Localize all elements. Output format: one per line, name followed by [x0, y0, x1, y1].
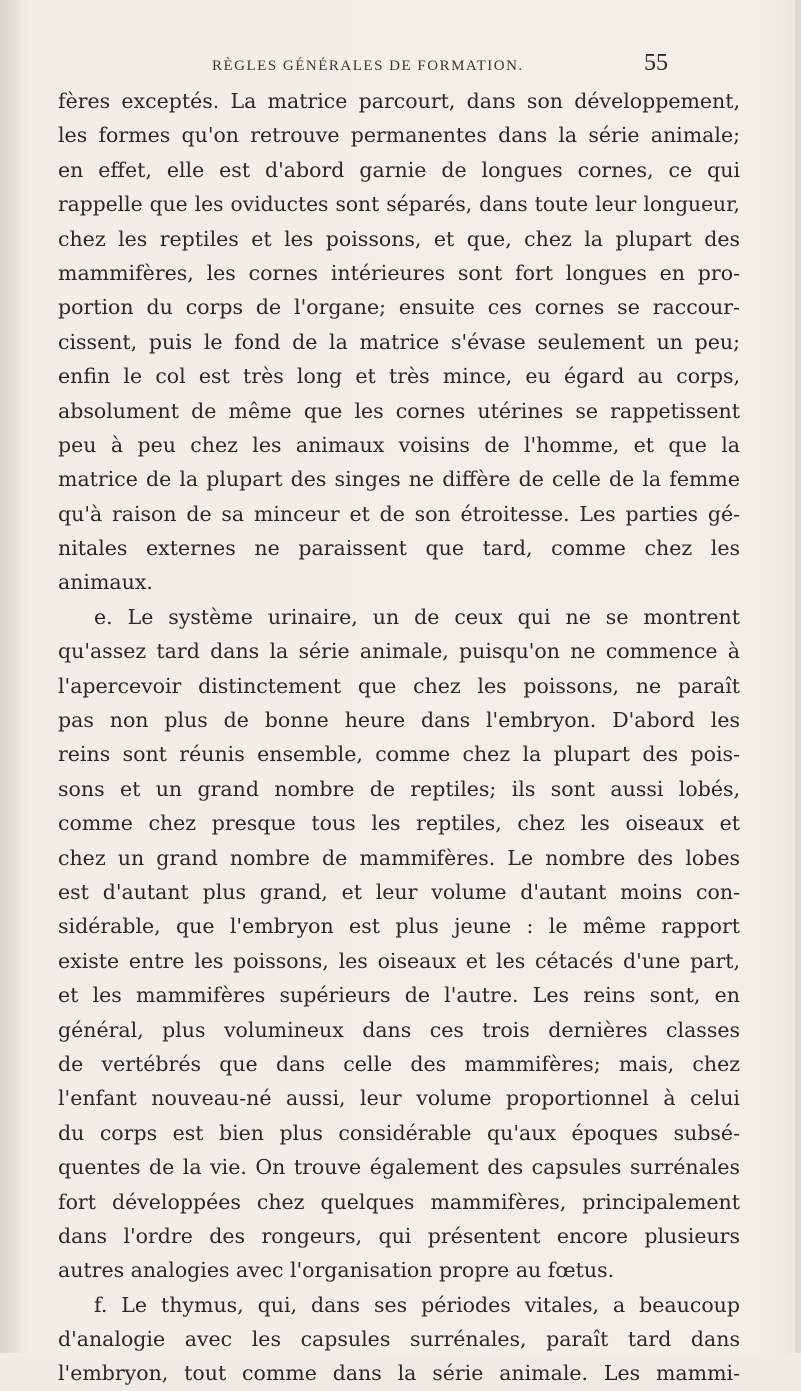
text-line: f. Le thymus, qui, dans ses périodes vitales, a beaucoup	[94, 1292, 740, 1317]
text-line: l'apercevoir distinctement que chez les poissons, ne paraît	[58, 673, 740, 698]
text-line: fort développées chez quelques mammifères, principalement	[58, 1189, 740, 1214]
text-line: nitales externes ne paraissent que tard, comme chez les	[58, 536, 740, 561]
text-line: du corps est bien plus considérable qu'aux époques subsé-	[58, 1120, 740, 1145]
text-line: d'analogie avec les capsules surrénales, paraît tard dans	[58, 1327, 740, 1352]
text-line: chez les reptiles et les poissons, et que, chez la plupart des	[58, 226, 740, 251]
text-line: les formes qu'on retrouve permanentes dans la série animale;	[58, 123, 740, 148]
text-line: absolument de même que les cornes utérines se rappetissent	[58, 398, 740, 423]
text-line: comme chez presque tous les reptiles, chez les oiseaux et	[58, 811, 740, 836]
text-line: existe entre les poissons, les oiseaux et les cétacés d'une part,	[58, 948, 740, 973]
text-line: général, plus volumineux dans ces trois dernières classes	[58, 1017, 740, 1042]
text-line: portion du corps de l'organe; ensuite ces cornes se raccour-	[58, 295, 740, 320]
running-head: RÈGLES GÉNÉRALES DE FORMATION.	[212, 58, 524, 74]
text-line: quentes de la vie. On trouve également des capsules surrénales	[58, 1155, 740, 1180]
text-line: pas non plus de bonne heure dans l'embryon. D'abord les	[58, 708, 740, 733]
page-number: 55	[644, 50, 668, 76]
text-line: sons et un grand nombre de reptiles; ils sont aussi lobés,	[58, 776, 740, 801]
text-line: dans l'ordre des rongeurs, qui présentent encore plusieurs	[58, 1223, 740, 1248]
text-line: matrice de la plupart des singes ne diffère de celle de la femme	[58, 467, 740, 492]
page-left-edge-shadow	[0, 0, 22, 1353]
text-line: e. Le système urinaire, un de ceux qui ne se montrent	[94, 604, 740, 629]
text-line: fères exceptés. La matrice parcourt, dans son développement,	[58, 89, 740, 113]
text-line: en effet, elle est d'abord garnie de longues cornes, ce qui	[58, 157, 740, 182]
page-right-edge	[795, 0, 801, 1353]
body-text	[58, 84, 740, 1391]
text-line: de vertébrés que dans celle des mammifères; mais, chez	[58, 1051, 740, 1076]
text-line: reins sont réunis ensemble, comme chez la plupart des pois-	[58, 742, 740, 767]
text-line: et les mammifères supérieurs de l'autre. Les reins sont, en	[58, 983, 740, 1008]
text-line: peu à peu chez les animaux voisins de l'homme, et que la	[58, 432, 740, 457]
text-line: l'embryon, tout comme dans la série animale. Les mammi-	[58, 1361, 740, 1386]
text-line: cissent, puis le fond de la matrice s'évase seulement un peu;	[58, 329, 740, 354]
text-line: sidérable, que l'embryon est plus jeune : le même rapport	[58, 914, 740, 939]
text-line: l'enfant nouveau-né aussi, leur volume proportionnel à celui	[58, 1086, 740, 1111]
text-line: qu'assez tard dans la série animale, puisqu'on ne commence à	[58, 639, 740, 664]
text-line: est d'autant plus grand, et leur volume d'autant moins con-	[58, 879, 740, 904]
text-line: mammifères, les cornes intérieures sont fort longues en pro-	[58, 260, 740, 285]
text-line: enfin le col est très long et très mince, eu égard au corps,	[58, 364, 740, 389]
text-line: animaux.	[58, 570, 153, 595]
text-line: qu'à raison de sa minceur et de son étroitesse. Les parties gé-	[58, 501, 740, 526]
text-line: chez un grand nombre de mammifères. Le nombre des lobes	[58, 845, 740, 870]
text-line: rappelle que les oviductes sont séparés, dans toute leur longueur,	[58, 192, 740, 217]
text-line: autres analogies avec l'organisation propre au fœtus.	[58, 1258, 615, 1283]
